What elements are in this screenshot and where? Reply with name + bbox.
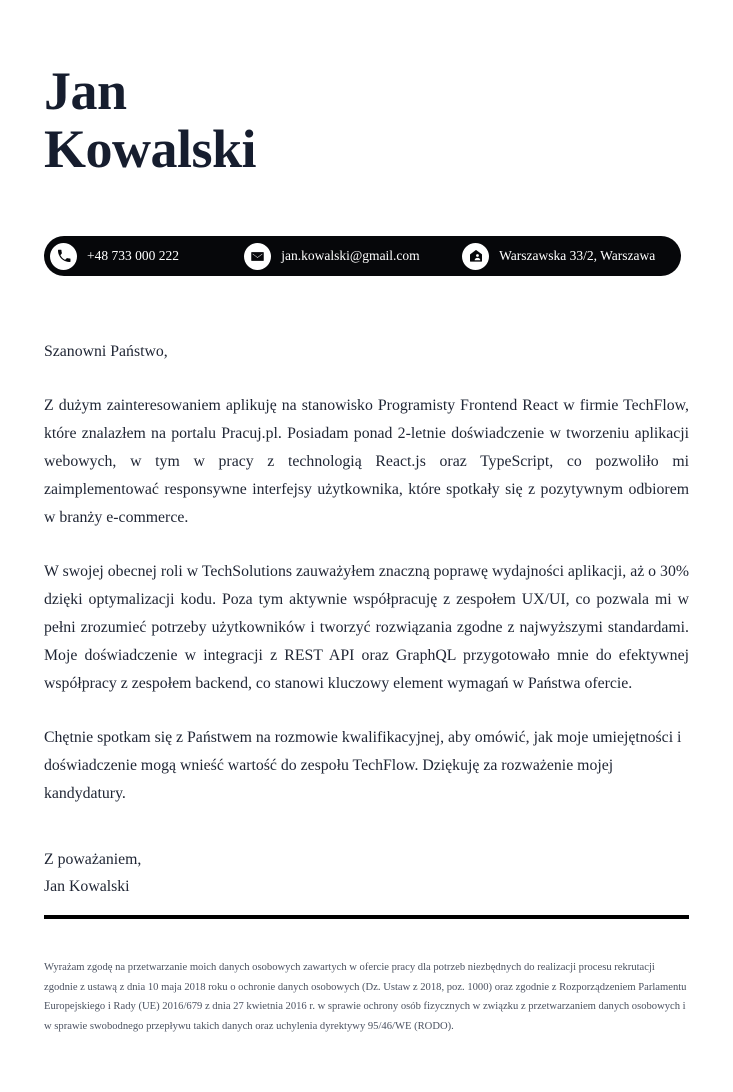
contact-item-phone[interactable] <box>50 236 244 276</box>
footer-divider <box>44 915 689 919</box>
sign-off <box>44 846 689 900</box>
phone-icon <box>50 243 77 270</box>
footer <box>44 958 689 1036</box>
page-title <box>44 0 689 178</box>
contact-item-email[interactable] <box>244 236 462 276</box>
letter-paragraph-3: Chętnie spotkam się z Państwem na rozmowie kwalifikacyjnej, aby omówić, jak moje umiejętności i doświadczenie mogą wnieść wartość do zespołu TechFlow. Dziękuję za rozważenie mojej kandydatury. <box>44 729 682 802</box>
contact-address-text: Warszawska 33/2, Warszawa <box>499 248 656 264</box>
contact-phone-text: +48 733 000 222 <box>87 248 179 264</box>
gdpr-consent-text: Wyrażam zgodę na przetwarzanie moich danych osobowych zawartych w ofercie pracy dla potrzeb niezbędnych do realizacji procesu rekrutacji zgodnie z ustawą z dnia 10 maja 2018 roku o ochronie danych osobowych (Dz. Ustaw z 2018, poz. 1000) oraz zgodnie z Rozporządzeniem Parlamentu Europejskiego i Rady (UE) 2016/679 z dnia 27 kwietnia 2016 r. w sprawie ochrony osób fizycznych w związku z przetwarzaniem danych osobowych i w sprawie swobodnego przepływu takich danych oraz uchylenia dyrektywy 95/46/WE (RODO). <box>44 962 687 1032</box>
home-person-icon <box>462 243 489 270</box>
contact-email-text: jan.kowalski@gmail.com <box>281 248 420 264</box>
letter-paragraph-2: W swojej obecnej roli w TechSolutions zauważyłem znaczną poprawę wydajności aplikacji, aż o 30% dzięki optymalizacji kodu. Poza tym aktywnie współpracuję z zespołem UX/UI, co pozwala mi w pełni zrozumieć potrzeby użytkowników i tworzyć rozwiązania zgodne z najwyższymi standardami. Moje doświadczenie w integracji z REST API oraz GraphQL przygotowało mnie do efektywnej współpracy z zespołem backend, co stanowi kluczowy element wymagań w Państwa ofercie. <box>44 563 689 692</box>
closing-phrase: Z poważaniem, <box>44 851 142 868</box>
letter-paragraph-1: Z dużym zainteresowaniem aplikuję na stanowisko Programisty Frontend React w firmie TechFlow, które znalazłem na portalu Pracuj.pl. Posiadam ponad 2-letnie doświadczenie w tworzeniu aplikacji webowych, w tym w pracy z technologią React.js oraz TypeScript, co pozwoliło mi zaimplementować responsywne interfejsy użytkownika, które spotkały się z pozytywnym odbiorem w branży e-commerce. <box>44 397 689 526</box>
first-name: Jan <box>44 61 127 121</box>
signature-name: Jan Kowalski <box>44 878 130 895</box>
salutation: Szanowni Państwo, <box>44 343 168 360</box>
letter-body <box>44 338 689 900</box>
last-name: Kowalski <box>44 119 257 179</box>
envelope-icon <box>244 243 271 270</box>
contact-item-address[interactable] <box>462 236 675 276</box>
contact-bar <box>44 236 681 276</box>
